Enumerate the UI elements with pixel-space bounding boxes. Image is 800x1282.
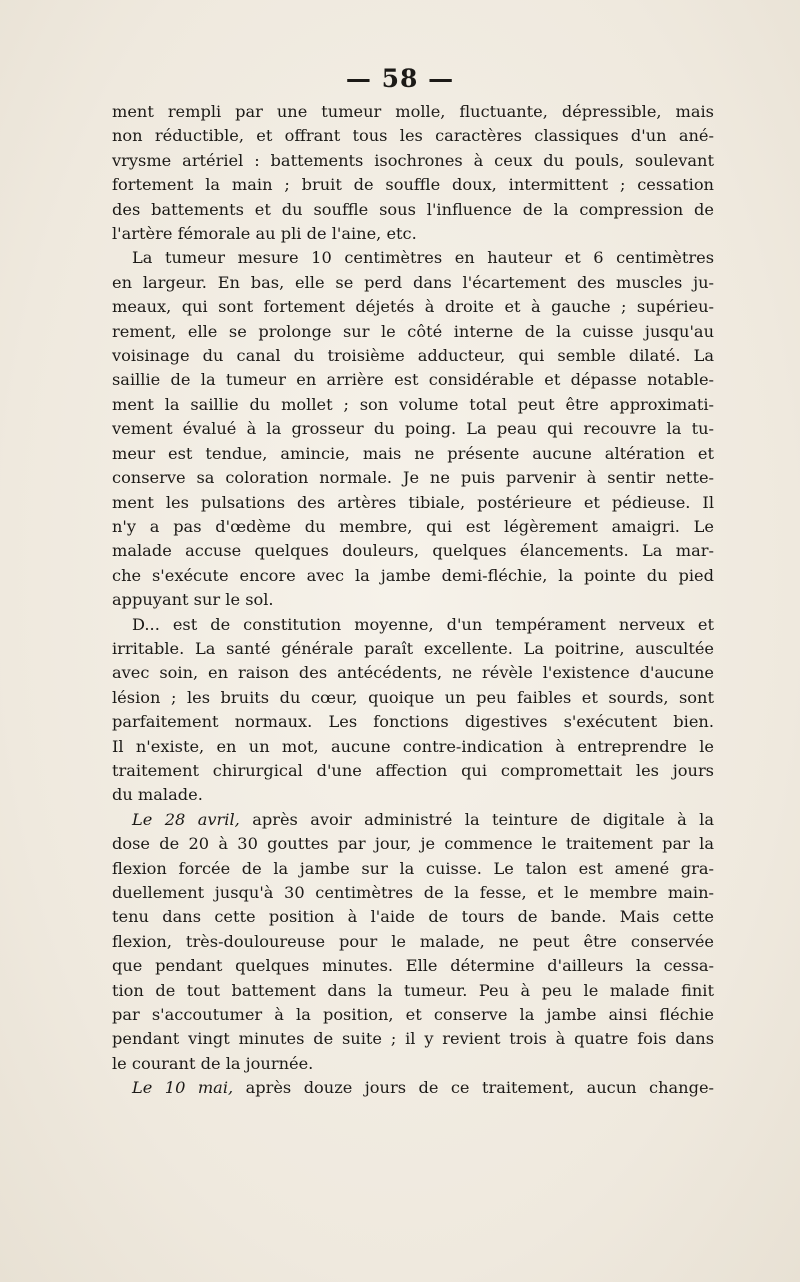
text-line: tenu dans cette position à l'aide de tours de bande. Mais cette (112, 907, 714, 927)
text-line: par s'accoutumer à la position, et conserve la jambe ainsi fléchie (112, 1005, 714, 1025)
text-line: dose de 20 à 30 gouttes par jour, je commence le traitement par la (112, 834, 714, 854)
text-line: ment rempli par une tumeur molle, fluctuante, dépressible, mais (112, 102, 714, 121)
text-line: meur est tendue, amincie, mais ne présente aucune altération et (112, 443, 714, 463)
paragraph (112, 1076, 714, 1100)
paragraph (112, 808, 714, 1076)
text-line: rement, elle se prolonge sur le côté interne de la cuisse jusqu'au (112, 321, 714, 341)
line-text: après avoir administré la teinture de digitale à la (239, 809, 714, 829)
text-line: che s'exécute encore avec la jambe demi-fléchie, la pointe du pied (112, 565, 714, 585)
text-line: D... est de constitution moyenne, d'un tempérament nerveux et (132, 614, 714, 634)
text-line: flexion, très-douloureuse pour le malade, ne peut être conservée (112, 931, 714, 951)
text-line: conserve sa coloration normale. Je ne puis parvenir à sentir nette- (112, 468, 714, 488)
text-line: flexion forcée de la jambe sur la cuisse. Le talon est amené gra- (112, 858, 714, 878)
text-line: pendant vingt minutes de suite ; il y revient trois à quatre fois dans (112, 1029, 714, 1049)
text-line: des battements et du souffle sous l'influence de la compression de (112, 199, 714, 219)
text-line (112, 808, 714, 832)
text-line: ment les pulsations des artères tibiale, postérieure et pédieuse. Il (112, 492, 714, 512)
text-line: meaux, qui sont fortement déjetés à droite et à gauche ; supérieu- (112, 297, 714, 317)
paragraph (112, 246, 714, 612)
text-line: tion de tout battement dans la tumeur. Peu à peu le malade finit (112, 980, 714, 1000)
text-line: irritable. La santé générale paraît excellente. La poitrine, auscultée (112, 638, 714, 658)
text-line: duellement jusqu'à 30 centimètres de la fesse, et le membre main- (112, 883, 714, 902)
text-line: La tumeur mesure 10 centimètres en hauteur et 6 centimètres (132, 248, 714, 268)
body-text (112, 100, 714, 1101)
text-line: n'y a pas d'œdème du membre, qui est légèrement amaigri. Le (112, 516, 714, 536)
text-line: fortement la main ; bruit de souffle doux, intermittent ; cessation (112, 175, 714, 195)
text-line: vrysme artériel : battements isochrones à ceux du pouls, soulevant (112, 150, 714, 170)
text-line: lésion ; les bruits du cœur, quoique un peu faibles et sourds, sont (112, 687, 714, 707)
text-line: Il n'existe, en un mot, aucune contre-indication à entreprendre le (112, 736, 714, 756)
text-line: le courant de la journée. (112, 1053, 314, 1073)
paragraph (112, 100, 714, 246)
paragraph (112, 613, 714, 808)
text-line: que pendant quelques minutes. Elle détermine d'ailleurs la cessa- (112, 956, 714, 976)
line-text: après douze jours de ce traitement, aucun change- (233, 1078, 714, 1098)
text-line: avec soin, en raison des antécédents, ne révèle l'existence d'aucune (112, 663, 714, 683)
page-number: — 58 — (345, 64, 455, 93)
text-line: saillie de la tumeur en arrière est considérable et dépasse notable- (112, 370, 714, 390)
text-line: du malade. (112, 785, 203, 805)
text-line: malade accuse quelques douleurs, quelques élancements. La mar- (112, 541, 714, 561)
text-line: l'artère fémorale au pli de l'aine, etc. (112, 224, 417, 244)
date-heading: Le 28 avril, (132, 809, 240, 829)
text-line: traitement chirurgical d'une affection qui compromettait les jours (112, 760, 714, 780)
date-heading: Le 10 mai, (132, 1078, 234, 1098)
text-line: parfaitement normaux. Les fonctions digestives s'exécutent bien. (112, 712, 714, 732)
text-line: voisinage du canal du troisième adducteur, qui semble dilaté. La (112, 346, 714, 366)
text-line: appuyant sur le sol. (112, 590, 274, 610)
text-line: vement évalué à la grosseur du poing. La peau qui recouvre la tu- (112, 419, 714, 439)
text-line: non réductible, et offrant tous les caractères classiques d'un ané- (112, 126, 714, 146)
text-line: en largeur. En bas, elle se perd dans l'écartement des muscles ju- (112, 272, 714, 292)
text-line: ment la saillie du mollet ; son volume total peut être approximati- (112, 394, 714, 414)
text-line (112, 1076, 714, 1100)
